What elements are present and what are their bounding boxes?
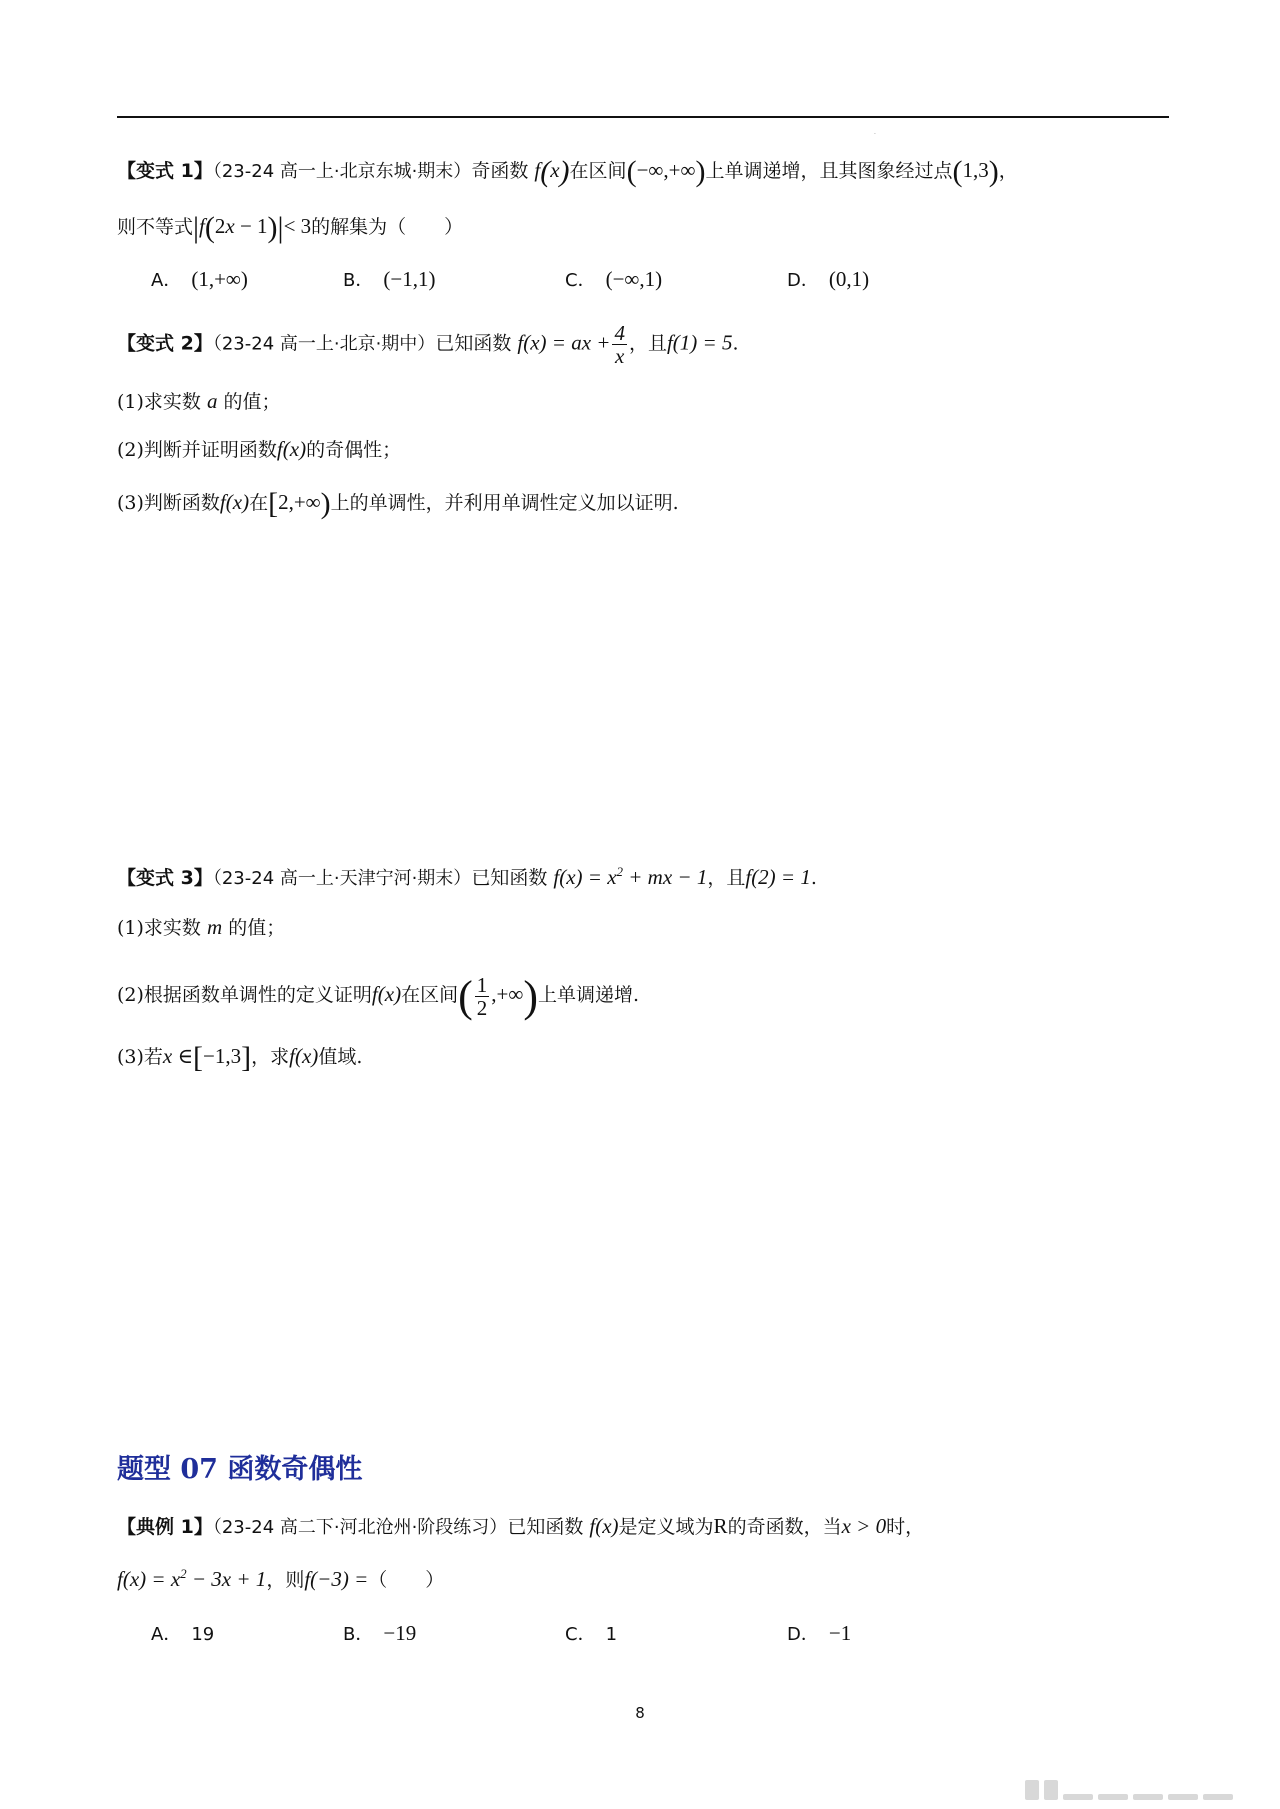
variant-1-text-1: 奇函数 bbox=[471, 160, 529, 182]
variant-3-formula: $f(x) = x^2$ + mx − 1 bbox=[553, 864, 708, 889]
variant-1-ineq: < 3 bbox=[283, 214, 312, 238]
example-1-line-2: $f(x) = x^2 - 3x + 1$，则f(−3) =（ ） bbox=[117, 1566, 445, 1591]
example-1-text-3: 的奇函数，当 bbox=[727, 1516, 842, 1538]
variant-3-source: （23-24 高一上·天津宁河·期末） bbox=[212, 868, 472, 889]
variant-2-formula: f(x) = ax + bbox=[517, 330, 611, 355]
watermark-bar-icon bbox=[1133, 1794, 1163, 1800]
variant-3-q3-func: f(x) bbox=[289, 1044, 319, 1068]
example-1-option-c[interactable]: C． 1 bbox=[565, 1624, 618, 1645]
variant-2-text-1: 已知函数 bbox=[435, 332, 512, 355]
example-1-text-2: 是定义域为 bbox=[618, 1516, 714, 1538]
example-1-func: f(x) bbox=[589, 1514, 619, 1538]
section-heading: 题型 07 函数奇偶性 bbox=[117, 1454, 363, 1485]
variant-2-q2: (2)判断并证明函数f(x)的奇偶性； bbox=[117, 437, 402, 461]
page-number: 8 bbox=[635, 1704, 645, 1722]
example-1-question: f(−3) = bbox=[304, 1567, 369, 1591]
variant-1-option-d[interactable]: D． (0,1) bbox=[787, 267, 870, 291]
variant-2-source: （23-24 高一上·北京·期中） bbox=[212, 333, 436, 355]
watermark-bars bbox=[1025, 1778, 1255, 1800]
variant-1-interval: (−∞,+∞) bbox=[626, 155, 706, 188]
variant-3-q1-var: m bbox=[206, 915, 223, 939]
variant-2-q1: (1)求实数 a 的值； bbox=[117, 389, 281, 413]
variant-2-q3-interval: [2,+∞) bbox=[268, 487, 331, 520]
variant-1-line-1 bbox=[117, 152, 1018, 191]
variant-1-source: （23-24 高一上·北京东城·期末） bbox=[212, 161, 472, 182]
variant-2-q2-func: f(x) bbox=[276, 437, 307, 461]
variant-2-tag: 【变式 2】 bbox=[117, 332, 213, 355]
watermark-bar-icon bbox=[1063, 1794, 1093, 1800]
variant-2-end: . bbox=[732, 332, 739, 355]
header-rule bbox=[117, 116, 1169, 118]
variant-3-text-1: 已知函数 bbox=[471, 867, 548, 889]
variant-2-q3: (3)判断函数f(x)在[2,+∞)上的单调性，并利用单调性定义加以证明. bbox=[117, 487, 679, 520]
example-1-text-1: 已知函数 bbox=[507, 1516, 584, 1538]
variant-3-end: . bbox=[810, 867, 817, 889]
variant-3-condition: f(2) = 1 bbox=[745, 865, 811, 889]
variant-3-text-2: ，且 bbox=[707, 867, 746, 889]
watermark-bar-icon bbox=[1098, 1794, 1128, 1800]
variant-2-line-1 bbox=[117, 322, 739, 367]
example-1-tag: 【典例 1】 bbox=[117, 1516, 213, 1538]
variant-2-fraction: $\frac{4}{x}$ bbox=[614, 321, 625, 369]
watermark-bar-icon bbox=[1025, 1780, 1039, 1800]
variant-3-q2-interval: ( $\frac{1}{2}$ ,+∞) bbox=[458, 972, 538, 1021]
variant-1-text-6: 的解集为（ ） bbox=[311, 216, 464, 238]
variant-3-q2: (2)根据函数单调性的定义证明f(x)在区间( $\frac{1}{2}$ ,+∞)上单调递增. bbox=[117, 972, 640, 1021]
example-1-text-4: 时， bbox=[886, 1516, 925, 1538]
example-1-option-a[interactable]: A． 19 bbox=[151, 1624, 215, 1645]
example-1-option-d[interactable]: D． −1 bbox=[787, 1621, 852, 1645]
scan-mark: · bbox=[874, 131, 876, 138]
example-1-condition: x > 0 bbox=[841, 1514, 887, 1538]
variant-1-text-3: 上单调递增，且其图象经过点 bbox=[705, 160, 953, 182]
variant-1-point: (1,3) bbox=[952, 155, 999, 188]
variant-3-q1: (1)求实数 m 的值； bbox=[117, 915, 286, 939]
variant-2-text-2: ，且 bbox=[628, 332, 667, 355]
watermark-bar-icon bbox=[1168, 1794, 1198, 1800]
variant-3-tag: 【变式 3】 bbox=[117, 867, 213, 889]
variant-2-condition: f(1) = 5 bbox=[666, 330, 733, 355]
variant-3-q3: (3)若x ∈[−1,3]，求f(x)值域. bbox=[117, 1041, 363, 1074]
variant-3-q3-interval: [−1,3] bbox=[193, 1041, 252, 1074]
variant-1-fx: f(x) bbox=[534, 155, 570, 188]
variant-1-text-4: ， bbox=[998, 160, 1018, 182]
variant-1-text-5: 则不等式 bbox=[117, 216, 194, 238]
variant-1-option-b[interactable]: B． (−1,1) bbox=[343, 267, 436, 291]
variant-3-q2-func: f(x) bbox=[371, 982, 402, 1006]
example-1-line-1 bbox=[117, 1513, 924, 1540]
variant-1-tag: 【变式 1】 bbox=[117, 160, 213, 182]
variant-3-q3-x: x ∈ bbox=[162, 1044, 194, 1068]
variant-3-line-1 bbox=[117, 864, 817, 891]
variant-1-text-2: 在区间 bbox=[569, 160, 627, 182]
example-1-source: （23-24 高二下·河北沧州·阶段练习） bbox=[212, 1517, 508, 1538]
watermark-bar-icon bbox=[1044, 1780, 1058, 1800]
example-1-domain: R bbox=[713, 1514, 728, 1538]
variant-1-option-c[interactable]: C． (−∞,1) bbox=[565, 267, 663, 291]
variant-2-q1-var: a bbox=[206, 389, 218, 413]
variant-1-option-a[interactable]: A． (1,+∞) bbox=[151, 267, 248, 291]
example-1-formula: $f(x) = x^2 - 3x + 1$ bbox=[117, 1566, 267, 1591]
variant-2-q3-func: f(x) bbox=[219, 490, 250, 514]
example-1-option-b[interactable]: B． −19 bbox=[343, 1621, 417, 1645]
variant-1-line-2 bbox=[117, 208, 463, 247]
variant-1-abs-expr: |f(2x − 1)| bbox=[193, 211, 284, 244]
watermark-bar-icon bbox=[1203, 1794, 1233, 1800]
